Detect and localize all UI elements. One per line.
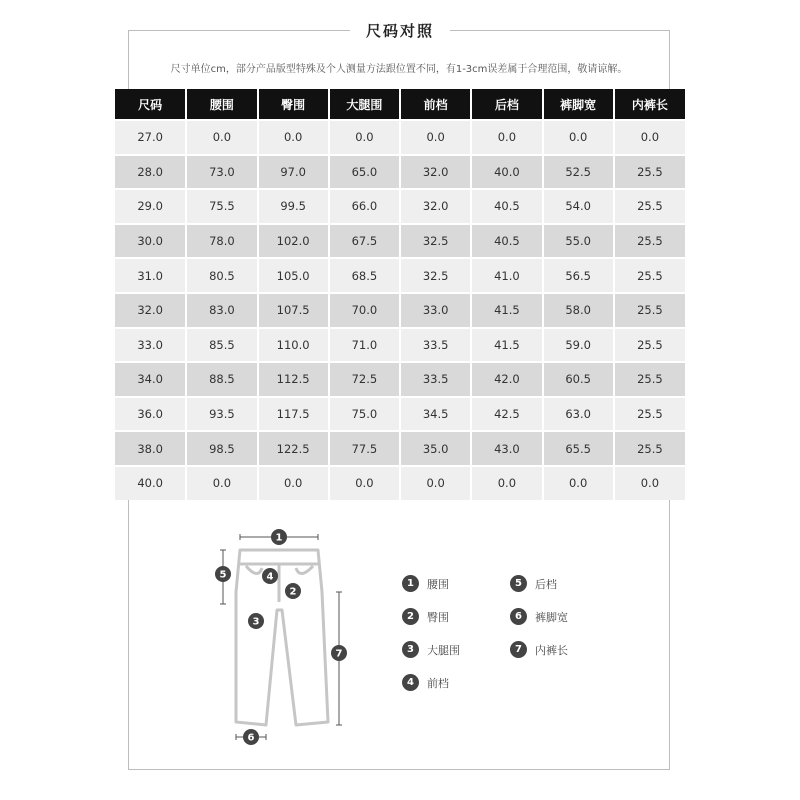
measurement-cell: 112.5: [258, 362, 329, 397]
legend-item-inseam: [510, 641, 568, 658]
measurement-cell: 34.5: [400, 397, 471, 432]
size-cell: 36.0: [115, 397, 186, 432]
measurement-cell: 117.5: [258, 397, 329, 432]
size-cell: 32.0: [115, 293, 186, 328]
page-title: 尺码对照: [350, 18, 450, 44]
svg-text:3: 3: [252, 616, 260, 628]
header-front-rise: 前档: [400, 89, 471, 120]
pocket-line-right: [296, 566, 313, 574]
measurement-cell: 65.0: [329, 155, 400, 190]
measurement-cell: 0.0: [543, 466, 614, 500]
measurement-cell: 33.5: [400, 328, 471, 363]
header-waist: 腰围: [186, 89, 257, 120]
legend-item-waist: [402, 575, 449, 592]
measurement-cell: 72.5: [329, 362, 400, 397]
measurement-cell: 54.0: [543, 189, 614, 224]
measurement-cell: 25.5: [614, 397, 685, 432]
measurement-cell: 0.0: [543, 120, 614, 155]
measurement-cell: 67.5: [329, 224, 400, 259]
marker-2: [285, 583, 301, 599]
measurement-cell: 25.5: [614, 431, 685, 466]
measurement-cell: 25.5: [614, 189, 685, 224]
size-cell: 27.0: [115, 120, 186, 155]
measurement-cell: 122.5: [258, 431, 329, 466]
pants-diagram: [200, 520, 380, 760]
measurement-cell: 42.0: [471, 362, 542, 397]
measurement-cell: 52.5: [543, 155, 614, 190]
legend-number: 1: [402, 575, 419, 592]
header-inseam: 内裤长: [614, 89, 685, 120]
size-chart-body: [115, 120, 685, 500]
measurement-cell: 25.5: [614, 258, 685, 293]
legend-number: 7: [510, 641, 527, 658]
measurement-cell: 41.0: [471, 258, 542, 293]
legend-number: 6: [510, 608, 527, 625]
measurement-cell: 70.0: [329, 293, 400, 328]
measurement-cell: 25.5: [614, 362, 685, 397]
measurement-cell: 0.0: [400, 466, 471, 500]
table-row: [115, 466, 685, 500]
frame-bottom-border: [128, 769, 670, 770]
measurement-cell: 0.0: [400, 120, 471, 155]
measurement-cell: 40.5: [471, 224, 542, 259]
measurement-cell: 0.0: [471, 466, 542, 500]
measurement-cell: 78.0: [186, 224, 257, 259]
table-row: [115, 431, 685, 466]
table-row: [115, 397, 685, 432]
table-row: [115, 293, 685, 328]
size-cell: 30.0: [115, 224, 186, 259]
legend-label: 后档: [535, 577, 557, 591]
legend-label: 腰围: [427, 577, 449, 591]
measurement-cell: 25.5: [614, 293, 685, 328]
measurement-cell: 0.0: [614, 120, 685, 155]
measurement-cell: 63.0: [543, 397, 614, 432]
table-row: [115, 224, 685, 259]
svg-text:7: 7: [335, 648, 343, 660]
legend-label: 臀围: [427, 610, 449, 624]
measurement-cell: 40.0: [471, 155, 542, 190]
measurement-cell: 0.0: [258, 120, 329, 155]
measurement-cell: 110.0: [258, 328, 329, 363]
measurement-cell: 25.5: [614, 224, 685, 259]
measurement-cell: 55.0: [543, 224, 614, 259]
table-header-row: [115, 89, 685, 120]
table-row: [115, 328, 685, 363]
measurement-cell: 43.0: [471, 431, 542, 466]
legend-number: 2: [402, 608, 419, 625]
legend-item-back-rise: [510, 575, 557, 592]
measurement-cell: 75.0: [329, 397, 400, 432]
svg-text:2: 2: [289, 586, 297, 598]
measurement-cell: 66.0: [329, 189, 400, 224]
measurement-cell: 99.5: [258, 189, 329, 224]
marker-3: [248, 613, 264, 629]
measurement-cell: 25.5: [614, 155, 685, 190]
measurement-cell: 33.0: [400, 293, 471, 328]
legend-item-thigh: [402, 641, 460, 658]
header-back-rise: 后档: [471, 89, 542, 120]
legend-item-front-rise: [402, 674, 449, 691]
measurement-cell: 35.0: [400, 431, 471, 466]
measurement-cell: 0.0: [329, 466, 400, 500]
size-cell: 34.0: [115, 362, 186, 397]
legend-label: 大腿围: [427, 643, 460, 657]
marker-7: [331, 645, 347, 661]
legend-item-hip: [402, 608, 449, 625]
marker-1: [271, 529, 287, 545]
measurement-cell: 60.5: [543, 362, 614, 397]
legend-label: 裤脚宽: [535, 610, 568, 624]
legend-number: 5: [510, 575, 527, 592]
size-cell: 28.0: [115, 155, 186, 190]
measurement-cell: 25.5: [614, 328, 685, 363]
measurement-cell: 0.0: [186, 466, 257, 500]
measurement-cell: 42.5: [471, 397, 542, 432]
measurement-cell: 32.0: [400, 155, 471, 190]
legend-item-leg-opening: [510, 608, 568, 625]
measurement-cell: 58.0: [543, 293, 614, 328]
measurement-cell: 0.0: [186, 120, 257, 155]
size-cell: 33.0: [115, 328, 186, 363]
measurement-cell: 105.0: [258, 258, 329, 293]
measurement-cell: 0.0: [258, 466, 329, 500]
measurement-cell: 85.5: [186, 328, 257, 363]
measurement-cell: 41.5: [471, 328, 542, 363]
measurement-cell: 97.0: [258, 155, 329, 190]
measurement-cell: 102.0: [258, 224, 329, 259]
table-row: [115, 258, 685, 293]
legend-label: 前档: [427, 676, 449, 690]
pants-outline: [236, 550, 328, 725]
measurement-cell: 88.5: [186, 362, 257, 397]
measurement-cell: 0.0: [614, 466, 685, 500]
measurement-cell: 59.0: [543, 328, 614, 363]
legend-label: 内裤长: [535, 643, 568, 657]
header-thigh: 大腿围: [329, 89, 400, 120]
header-leg-opening: 裤脚宽: [543, 89, 614, 120]
measurement-cell: 71.0: [329, 328, 400, 363]
marker-4: [262, 568, 278, 584]
measurement-cell: 68.5: [329, 258, 400, 293]
measurement-legend: [402, 575, 642, 695]
marker-5: [215, 566, 231, 582]
svg-text:5: 5: [219, 569, 227, 581]
measurement-cell: 98.5: [186, 431, 257, 466]
measurement-cell: 0.0: [471, 120, 542, 155]
svg-text:6: 6: [247, 732, 255, 744]
measurement-cell: 65.5: [543, 431, 614, 466]
table-row: [115, 120, 685, 155]
measurement-cell: 107.5: [258, 293, 329, 328]
measurement-cell: 93.5: [186, 397, 257, 432]
measurement-cell: 32.5: [400, 224, 471, 259]
measurement-cell: 41.5: [471, 293, 542, 328]
table-row: [115, 189, 685, 224]
svg-text:4: 4: [266, 571, 274, 583]
legend-number: 3: [402, 641, 419, 658]
measurement-cell: 83.0: [186, 293, 257, 328]
measurement-cell: 80.5: [186, 258, 257, 293]
size-cell: 40.0: [115, 466, 186, 500]
size-cell: 29.0: [115, 189, 186, 224]
size-cell: 38.0: [115, 431, 186, 466]
size-cell: 31.0: [115, 258, 186, 293]
measurement-cell: 73.0: [186, 155, 257, 190]
measurement-cell: 77.5: [329, 431, 400, 466]
measurement-cell: 32.0: [400, 189, 471, 224]
header-size: 尺码: [115, 89, 186, 120]
measurement-note: 尺寸单位cm，部分产品版型特殊及个人测量方法跟位置不同，有1-3cm误差属于合理范围，敬请谅解。: [170, 64, 628, 75]
size-chart-table: [115, 89, 685, 500]
measurement-cell: 40.5: [471, 189, 542, 224]
measurement-cell: 75.5: [186, 189, 257, 224]
table-row: [115, 362, 685, 397]
svg-text:1: 1: [275, 532, 283, 544]
legend-number: 4: [402, 674, 419, 691]
measurement-cell: 0.0: [329, 120, 400, 155]
pocket-line: [246, 566, 262, 574]
measurement-cell: 32.5: [400, 258, 471, 293]
measurement-cell: 33.5: [400, 362, 471, 397]
marker-6: [243, 729, 259, 745]
measurement-cell: 56.5: [543, 258, 614, 293]
header-hip: 臀围: [258, 89, 329, 120]
table-row: [115, 155, 685, 190]
